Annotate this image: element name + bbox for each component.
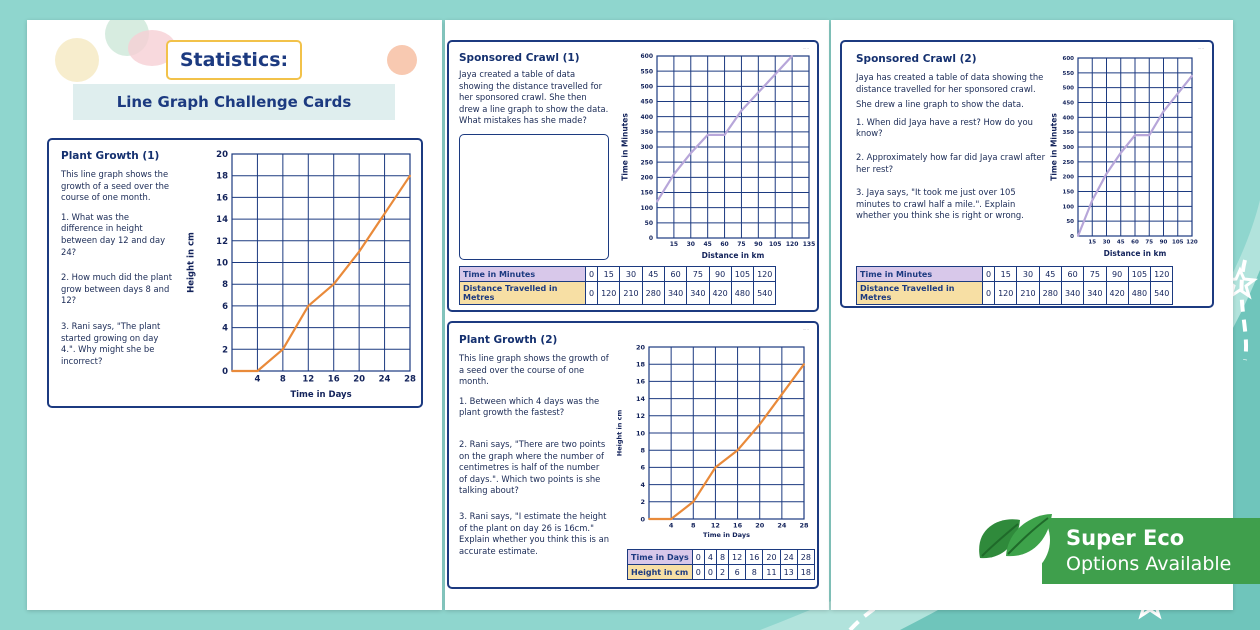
x-tick-label: 105 xyxy=(768,241,782,248)
y-tick-label: 250 xyxy=(1062,159,1074,166)
plant-growth-2-chart xyxy=(614,341,814,541)
x-tick-label: 20 xyxy=(755,521,765,530)
data-point xyxy=(656,201,658,203)
row-header: Distance Travelled in Metres xyxy=(857,282,983,305)
y-tick-label: 400 xyxy=(640,113,653,121)
table-cell: 105 xyxy=(1128,267,1150,282)
table-cell: 12 xyxy=(729,550,746,565)
data-point xyxy=(737,449,739,451)
x-tick-label: 45 xyxy=(703,241,712,248)
table-cell: 24 xyxy=(780,550,797,565)
eco-badge-line2: Options Available xyxy=(1066,553,1232,575)
y-tick-label: 550 xyxy=(640,68,653,76)
data-point xyxy=(692,501,694,503)
data-point xyxy=(257,370,259,372)
y-tick-label: 12 xyxy=(635,412,645,421)
sponsored-crawl-2-chart xyxy=(1048,52,1198,260)
row-header: Time in Minutes xyxy=(460,267,586,282)
y-tick-label: 0 xyxy=(640,515,645,524)
y-tick-label: 12 xyxy=(216,236,228,247)
x-tick-label: 16 xyxy=(733,521,743,530)
data-point xyxy=(759,424,761,426)
question-1: 1. Between which 4 days was the plant growth the fastest? xyxy=(459,395,600,418)
y-tick-label: 500 xyxy=(1062,85,1074,92)
table-cell: 30 xyxy=(620,267,642,282)
y-tick-label: 18 xyxy=(216,171,228,182)
table-cell: 18 xyxy=(797,565,814,580)
table-cell: 90 xyxy=(1106,267,1128,282)
data-point xyxy=(1148,134,1150,136)
question-2: 2. Approximately how far did Jaya crawl after her rest? xyxy=(856,151,1046,174)
table-cell: 8 xyxy=(746,565,763,580)
table-cell: 75 xyxy=(687,267,709,282)
table-row xyxy=(628,550,815,565)
data-point xyxy=(1134,134,1136,136)
table-row xyxy=(460,282,776,305)
table-cell: 420 xyxy=(709,282,731,305)
y-tick-label: 10 xyxy=(635,429,645,438)
x-tick-label: 120 xyxy=(785,241,799,248)
card-questions xyxy=(856,72,1046,230)
y-tick-label: 250 xyxy=(640,159,653,167)
data-point xyxy=(1106,173,1108,175)
table-cell: 340 xyxy=(1061,282,1083,305)
question-2: 2. How much did the plant grow between days 8 and 12? xyxy=(61,272,173,306)
table-cell: 420 xyxy=(1106,282,1128,305)
data-point xyxy=(724,134,726,136)
y-tick-label: 600 xyxy=(640,53,653,61)
x-axis-label: Time in Days xyxy=(703,531,750,539)
table-cell: 120 xyxy=(995,282,1017,305)
table-cell: 340 xyxy=(664,282,686,305)
page-subtitle: Line Graph Challenge Cards xyxy=(73,84,395,120)
y-tick-label: 50 xyxy=(1066,219,1074,226)
row-header: Distance Travelled in Metres xyxy=(460,282,586,305)
card-sponsored-crawl-2 xyxy=(840,40,1214,308)
y-tick-label: 100 xyxy=(640,204,653,212)
data-point xyxy=(282,348,284,350)
data-point xyxy=(307,305,309,307)
data-point xyxy=(741,110,743,112)
x-axis-label: Distance in km xyxy=(701,251,765,260)
y-tick-label: 18 xyxy=(635,360,645,369)
y-tick-label: 50 xyxy=(644,219,653,227)
card-intro-2: She drew a line graph to show the data. xyxy=(856,99,1024,110)
data-point xyxy=(1191,75,1193,77)
data-point xyxy=(333,283,335,285)
y-tick-label: 6 xyxy=(222,301,228,312)
table-cell: 0 xyxy=(586,282,598,305)
data-point xyxy=(1077,235,1079,237)
y-tick-label: 14 xyxy=(635,394,645,403)
question-3: 3. Rani says, "I estimate the height of the plant on day 26 is 16cm." Explain whether you think this is an accurate estimate. xyxy=(459,510,610,556)
card-plant-growth-2 xyxy=(447,321,819,589)
data-point xyxy=(670,518,672,520)
y-tick-label: 20 xyxy=(216,149,228,160)
x-tick-label: 105 xyxy=(1172,239,1184,246)
table-cell: 340 xyxy=(1084,282,1106,305)
table-cell: 210 xyxy=(1017,282,1039,305)
data-point xyxy=(673,173,675,175)
x-tick-label: 15 xyxy=(1088,239,1097,246)
table-cell: 480 xyxy=(731,282,753,305)
x-tick-label: 28 xyxy=(799,521,809,530)
table-cell: 0 xyxy=(983,267,995,282)
table-cell: 75 xyxy=(1084,267,1106,282)
watermark: ····· xyxy=(802,46,809,51)
y-tick-label: 200 xyxy=(640,174,653,182)
data-point xyxy=(757,92,759,94)
y-tick-label: 16 xyxy=(635,377,645,386)
x-tick-label: 120 xyxy=(1186,239,1198,246)
answer-box[interactable] xyxy=(459,134,609,260)
y-axis-label: Time in Minutes xyxy=(620,113,630,181)
row-header: Height in cm xyxy=(628,565,693,580)
x-tick-label: 15 xyxy=(669,241,679,248)
y-tick-label: 300 xyxy=(1062,144,1074,151)
table-cell: 15 xyxy=(598,267,620,282)
y-tick-label: 150 xyxy=(640,189,653,197)
y-tick-label: 100 xyxy=(1062,204,1074,211)
card-intro: Jaya has created a table of data showing the distance travelled for her sponsored crawl. xyxy=(856,72,1044,94)
card-questions xyxy=(61,169,173,375)
y-tick-label: 550 xyxy=(1062,70,1074,77)
x-tick-label: 90 xyxy=(754,241,763,248)
super-eco-badge[interactable] xyxy=(1042,518,1260,584)
table-cell: 105 xyxy=(731,267,753,282)
table-cell: 120 xyxy=(598,282,620,305)
watermark: ····· xyxy=(802,327,809,332)
table-cell: 280 xyxy=(1039,282,1061,305)
x-tick-label: 60 xyxy=(720,241,729,248)
question-3: 3. Rani says, "The plant started growing on day 4.". Why might she be incorrect? xyxy=(61,320,161,366)
y-axis-label: Time in Minutes xyxy=(1049,113,1059,181)
y-tick-label: 150 xyxy=(1062,189,1074,196)
data-point xyxy=(715,467,717,469)
table-row xyxy=(460,267,776,282)
x-tick-label: 4 xyxy=(668,521,674,530)
x-tick-label: 30 xyxy=(686,241,695,248)
table-cell: 45 xyxy=(642,267,664,282)
card-title: Plant Growth (1) xyxy=(61,150,160,162)
y-tick-label: 300 xyxy=(640,144,653,152)
eco-badge-line1: Super Eco xyxy=(1066,526,1185,550)
table-cell: 6 xyxy=(729,565,746,580)
data-point xyxy=(1163,111,1165,113)
card-questions xyxy=(459,353,609,565)
data-point xyxy=(384,213,386,215)
table-cell: 90 xyxy=(709,267,731,282)
row-header: Time in Days xyxy=(628,550,693,565)
x-tick-label: 135 xyxy=(802,241,816,248)
x-axis-label: Time in Days xyxy=(290,390,352,400)
crawl-data-table xyxy=(856,266,1173,305)
data-point xyxy=(409,175,411,177)
table-cell: 0 xyxy=(692,550,704,565)
table-row xyxy=(628,565,815,580)
page-title: Statistics: xyxy=(166,40,302,80)
data-point xyxy=(358,251,360,253)
x-tick-label: 75 xyxy=(737,241,746,248)
card-intro: This line graph shows the growth of a seed over the course of one month. xyxy=(459,353,609,387)
data-point xyxy=(1177,93,1179,95)
table-cell: 15 xyxy=(995,267,1017,282)
table-cell: 210 xyxy=(620,282,642,305)
table-cell: 280 xyxy=(642,282,664,305)
leaf-icon xyxy=(960,498,1060,578)
plant-data-table xyxy=(627,549,815,580)
data-point xyxy=(1120,152,1122,154)
table-cell: 0 xyxy=(704,565,716,580)
data-point xyxy=(690,152,692,154)
y-tick-label: 4 xyxy=(222,323,228,334)
card-title: Sponsored Crawl (2) xyxy=(856,53,977,65)
table-cell: 20 xyxy=(763,550,780,565)
card-title: Plant Growth (2) xyxy=(459,334,558,346)
y-tick-label: 600 xyxy=(1062,55,1074,62)
table-cell: 45 xyxy=(1039,267,1061,282)
table-cell: 540 xyxy=(1151,282,1173,305)
y-tick-label: 350 xyxy=(640,128,653,136)
data-point xyxy=(791,55,793,57)
x-tick-label: 12 xyxy=(302,374,315,385)
y-tick-label: 450 xyxy=(640,98,653,106)
table-row xyxy=(857,267,1173,282)
table-cell: 0 xyxy=(586,267,598,282)
y-tick-label: 16 xyxy=(216,193,228,204)
y-tick-label: 2 xyxy=(640,498,645,507)
table-cell: 8 xyxy=(716,550,728,565)
data-point xyxy=(774,73,776,75)
y-tick-label: 450 xyxy=(1062,100,1074,107)
x-tick-label: 90 xyxy=(1159,239,1168,246)
y-tick-label: 200 xyxy=(1062,174,1074,181)
y-tick-label: 20 xyxy=(635,343,645,352)
plant-growth-1-chart xyxy=(184,146,424,401)
y-tick-label: 0 xyxy=(648,235,653,243)
x-tick-label: 12 xyxy=(710,521,720,530)
y-tick-label: 2 xyxy=(222,345,228,356)
sponsored-crawl-1-chart xyxy=(619,50,819,262)
y-tick-label: 500 xyxy=(640,83,653,91)
table-cell: 30 xyxy=(1017,267,1039,282)
x-tick-label: 4 xyxy=(254,374,261,385)
data-point xyxy=(781,393,783,395)
data-point xyxy=(648,518,650,520)
card-intro: This line graph shows the growth of a seed over the course of one month. xyxy=(61,169,170,203)
table-cell: 340 xyxy=(687,282,709,305)
y-tick-label: 6 xyxy=(640,463,645,472)
data-point xyxy=(231,370,233,372)
y-axis-label: Height in cm xyxy=(186,232,197,293)
y-tick-label: 8 xyxy=(640,446,645,455)
table-cell: 28 xyxy=(797,550,814,565)
question-1: 1. What was the difference in height between day 12 and day 24? xyxy=(61,211,166,257)
x-tick-label: 45 xyxy=(1116,239,1125,246)
y-tick-label: 0 xyxy=(222,366,228,377)
table-cell: 480 xyxy=(1128,282,1150,305)
card-plant-growth-1 xyxy=(47,138,423,408)
table-row xyxy=(857,282,1173,305)
table-cell: 540 xyxy=(754,282,776,305)
x-tick-label: 8 xyxy=(279,374,286,385)
card-sponsored-crawl-1 xyxy=(447,40,819,312)
y-tick-label: 10 xyxy=(216,258,228,269)
x-tick-label: 24 xyxy=(777,521,787,530)
x-tick-label: 20 xyxy=(353,374,366,385)
x-tick-label: 24 xyxy=(378,374,391,385)
y-tick-label: 0 xyxy=(1070,233,1074,240)
table-cell: 120 xyxy=(1151,267,1173,282)
y-tick-label: 8 xyxy=(222,280,228,291)
data-point xyxy=(803,363,805,365)
card-questions xyxy=(459,69,609,135)
x-tick-label: 28 xyxy=(404,374,416,385)
y-tick-label: 350 xyxy=(1062,130,1074,137)
card-intro: Jaya created a table of data showing the distance travelled for her sponsored crawl. She then drew a line graph to show the data. What mistakes has she made? xyxy=(459,69,609,126)
table-cell: 0 xyxy=(983,282,995,305)
table-cell: 11 xyxy=(763,565,780,580)
table-cell: 0 xyxy=(692,565,704,580)
question-3: 3. Jaya says, "It took me just over 105 minutes to crawl half a mile.". Explain whether you think she is right or wrong. xyxy=(856,187,1024,221)
x-tick-label: 16 xyxy=(327,374,340,385)
question-1: 1. When did Jaya have a rest? How do you know? xyxy=(856,116,1033,139)
data-point xyxy=(1091,200,1093,202)
x-tick-label: 8 xyxy=(691,521,696,530)
crawl-data-table xyxy=(459,266,776,305)
x-tick-label: 30 xyxy=(1102,239,1111,246)
table-cell: 4 xyxy=(704,550,716,565)
x-tick-label: 60 xyxy=(1131,239,1139,246)
table-cell: 16 xyxy=(746,550,763,565)
question-2: 2. Rani says, "There are two points on the graph where the number of centimetres is half of the number of days.". Which two points is she talking about? xyxy=(459,438,606,496)
y-tick-label: 400 xyxy=(1062,115,1074,122)
table-cell: 60 xyxy=(664,267,686,282)
table-cell: 2 xyxy=(716,565,728,580)
table-cell: 120 xyxy=(754,267,776,282)
x-axis-label: Distance in km xyxy=(1103,249,1167,258)
y-tick-label: 4 xyxy=(640,480,645,489)
row-header: Time in Minutes xyxy=(857,267,983,282)
table-cell: 13 xyxy=(780,565,797,580)
card-title: Sponsored Crawl (1) xyxy=(459,52,580,64)
watermark: ····· xyxy=(1197,46,1204,51)
y-axis-label: Height in cm xyxy=(615,409,624,457)
y-tick-label: 14 xyxy=(216,215,228,226)
data-point xyxy=(707,134,709,136)
table-cell: 60 xyxy=(1061,267,1083,282)
x-tick-label: 75 xyxy=(1145,239,1154,246)
